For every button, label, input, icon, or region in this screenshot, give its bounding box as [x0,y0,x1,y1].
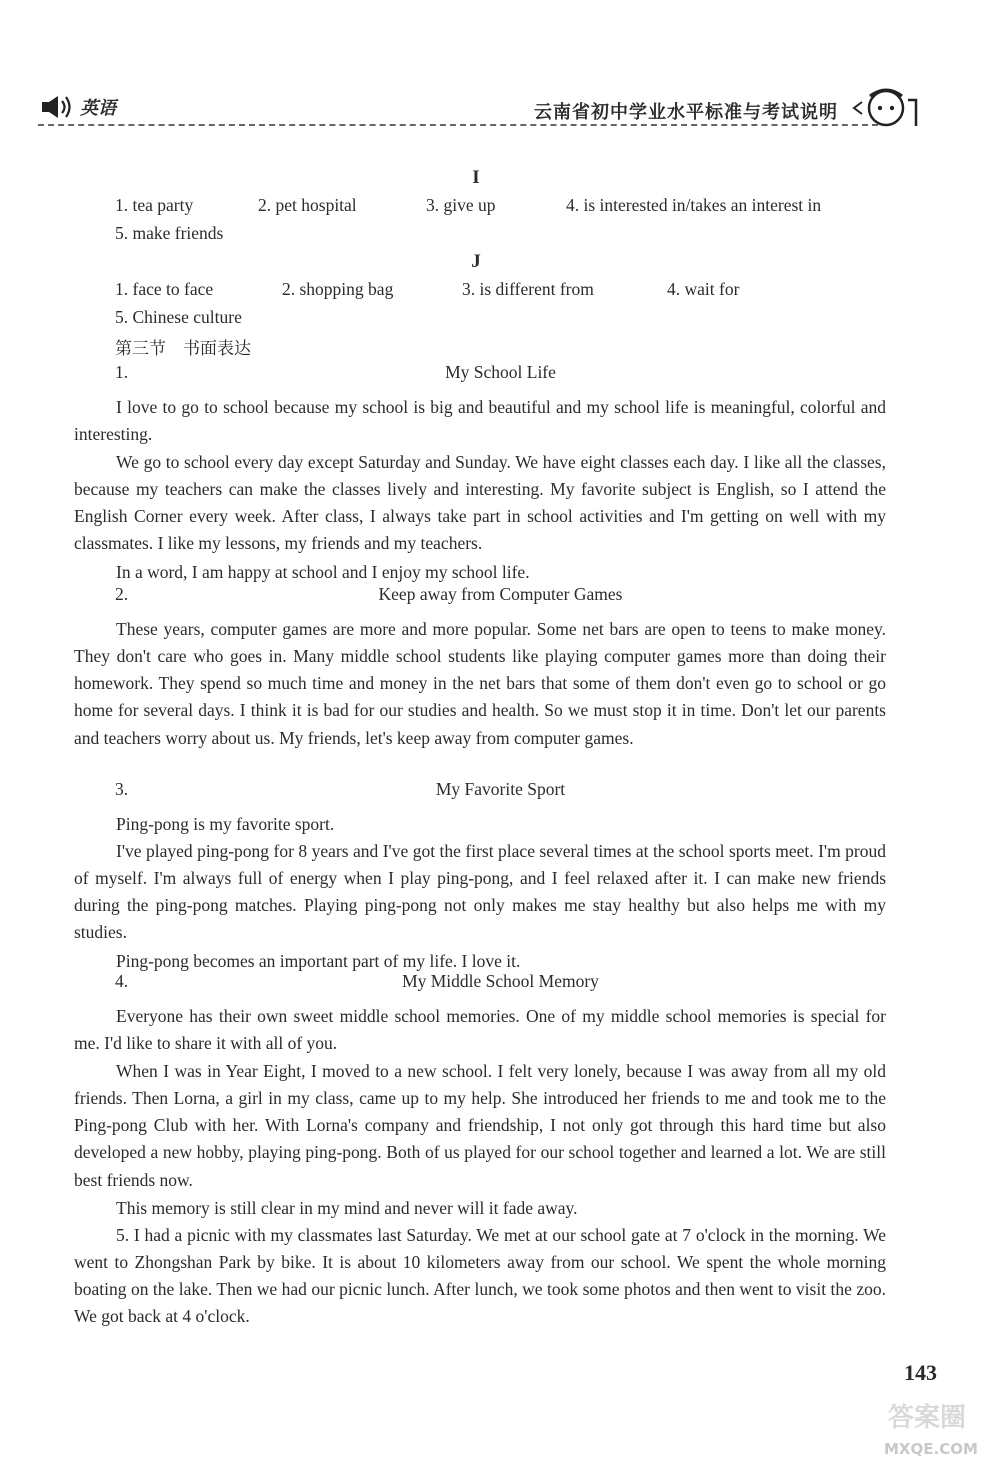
answer-item: 3. give up [426,195,496,215]
essay-title: Keep away from Computer Games [378,584,623,604]
header-divider [38,124,878,126]
essay-paragraph: Everyone has their own sweet middle school memories. One of my middle school memories is special for me. I'd like to share it with all of you. [74,1005,886,1053]
subject-label: 英语 [80,98,116,119]
essay-number: 1. [115,362,129,382]
book-title: 云南省初中学业水平标准与考试说明 [534,102,838,123]
answer-item: 4. wait for [667,279,740,299]
essay-paragraph: When I was in Year Eight, I moved to a new school. I felt very lonely, because I was away from all my old friends. Then Lorna, a girl in my class, came up to my help. She introduced her friends to me and took me to the Ping-pong Club with her. With Lorna's company and friendship, I not only got through this hard time but also developed a new hobby, playing ping-pong. Both of us played for our school together and learned a lot. We are still best friends now. [74,1060,886,1190]
answer-item: 3. is different from [462,279,594,299]
essay-paragraph: Ping-pong becomes an important part of my life. I love it. [116,950,521,971]
answer-item: 2. pet hospital [258,195,357,215]
section-i-row-1 [115,195,821,216]
watermark-logo [884,1390,994,1460]
answer-item: 5. make friends [115,223,224,243]
essay-paragraph: These years, computer games are more and more popular. Some net bars are open to teens to make money. They don't care who goes in. Many middle school students like playing computer games more than doing their homework. They spend so much time and money in the net bars that some of them don't even go to school or go home for several days. I think it is bad for our studies and health. So we must stop it in time. Don't let our parents and teachers worry about us. My friends, let's keep away from computer games. [74,618,886,748]
essay-title: My Middle School Memory [402,971,599,991]
answer-item: 1. tea party [115,195,194,215]
essay-number: 4. [115,971,129,991]
essay-paragraph: We go to school every day except Saturday and Sunday. We have eight classes each day. I like all the classes, because my teachers can make the classes lively and interesting. My favorite subject is English, so I attend the English Corner every week. After class, I always take part in school activities and I'm getting on well with my classmates. I like my lessons, my friends and my teachers. [74,451,886,554]
section-i-row-2 [115,223,223,244]
part-title [115,334,251,359]
page-number: 143 [904,1360,937,1385]
section-i-label: I [472,167,480,188]
essay-paragraph: In a word, I am happy at school and I enjoy my school life. [116,561,530,582]
section-j-label: J [471,251,481,272]
speaker-icon [38,94,74,120]
essay-paragraph: This memory is still clear in my mind and never will it fade away. [116,1197,578,1218]
header-subject [38,94,116,120]
answer-item: 2. shopping bag [282,279,394,299]
section-j-row-2 [115,307,242,328]
page-header [38,88,918,134]
essay-paragraph: 5. I had a picnic with my classmates last Saturday. We met at our school gate at 7 o'clock in the morning. We went to Zhongshan Park by bike. It is about 10 kilometers away from our school. We spent the whole morning boating on the lake. Then we had our picnic lunch. After lunch, we took some photos and then went to visit the zoo. We got back at 4 o'clock. [74,1224,886,1327]
answer-item: 5. Chinese culture [115,307,242,327]
essay-title: My Favorite Sport [435,779,566,799]
smiley-face-icon [852,88,918,128]
essay-paragraph: I've played ping-pong for 8 years and I've got the first place several times at the school sports meet. I'm proud of myself. I'm always full of energy when I play ping-pong, and I feel relaxed after it. I can make new friends during the ping-pong matches. Playing ping-pong not only makes me stay healthy but also helps me with my studies. [74,840,886,943]
essay-paragraph: Ping-pong is my favorite sport. [116,813,335,834]
answer-item: 1. face to face [115,279,214,299]
essay-number: 3. [115,779,129,799]
watermark-logo-text: 答案圈 [888,1403,967,1433]
watermark-text: MXQE.COM [884,1440,978,1458]
section-j-row-1 [115,279,739,300]
essay-title: My School Life [445,362,556,382]
answer-item: 4. is interested in/takes an interest in [566,195,822,215]
essay-paragraph: I love to go to school because my school is big and beautiful and my school life is meaningful, colorful and interesting. [74,396,886,444]
essay-number: 2. [115,584,129,604]
part-title-text: 第三节 书面表达 [115,339,251,359]
